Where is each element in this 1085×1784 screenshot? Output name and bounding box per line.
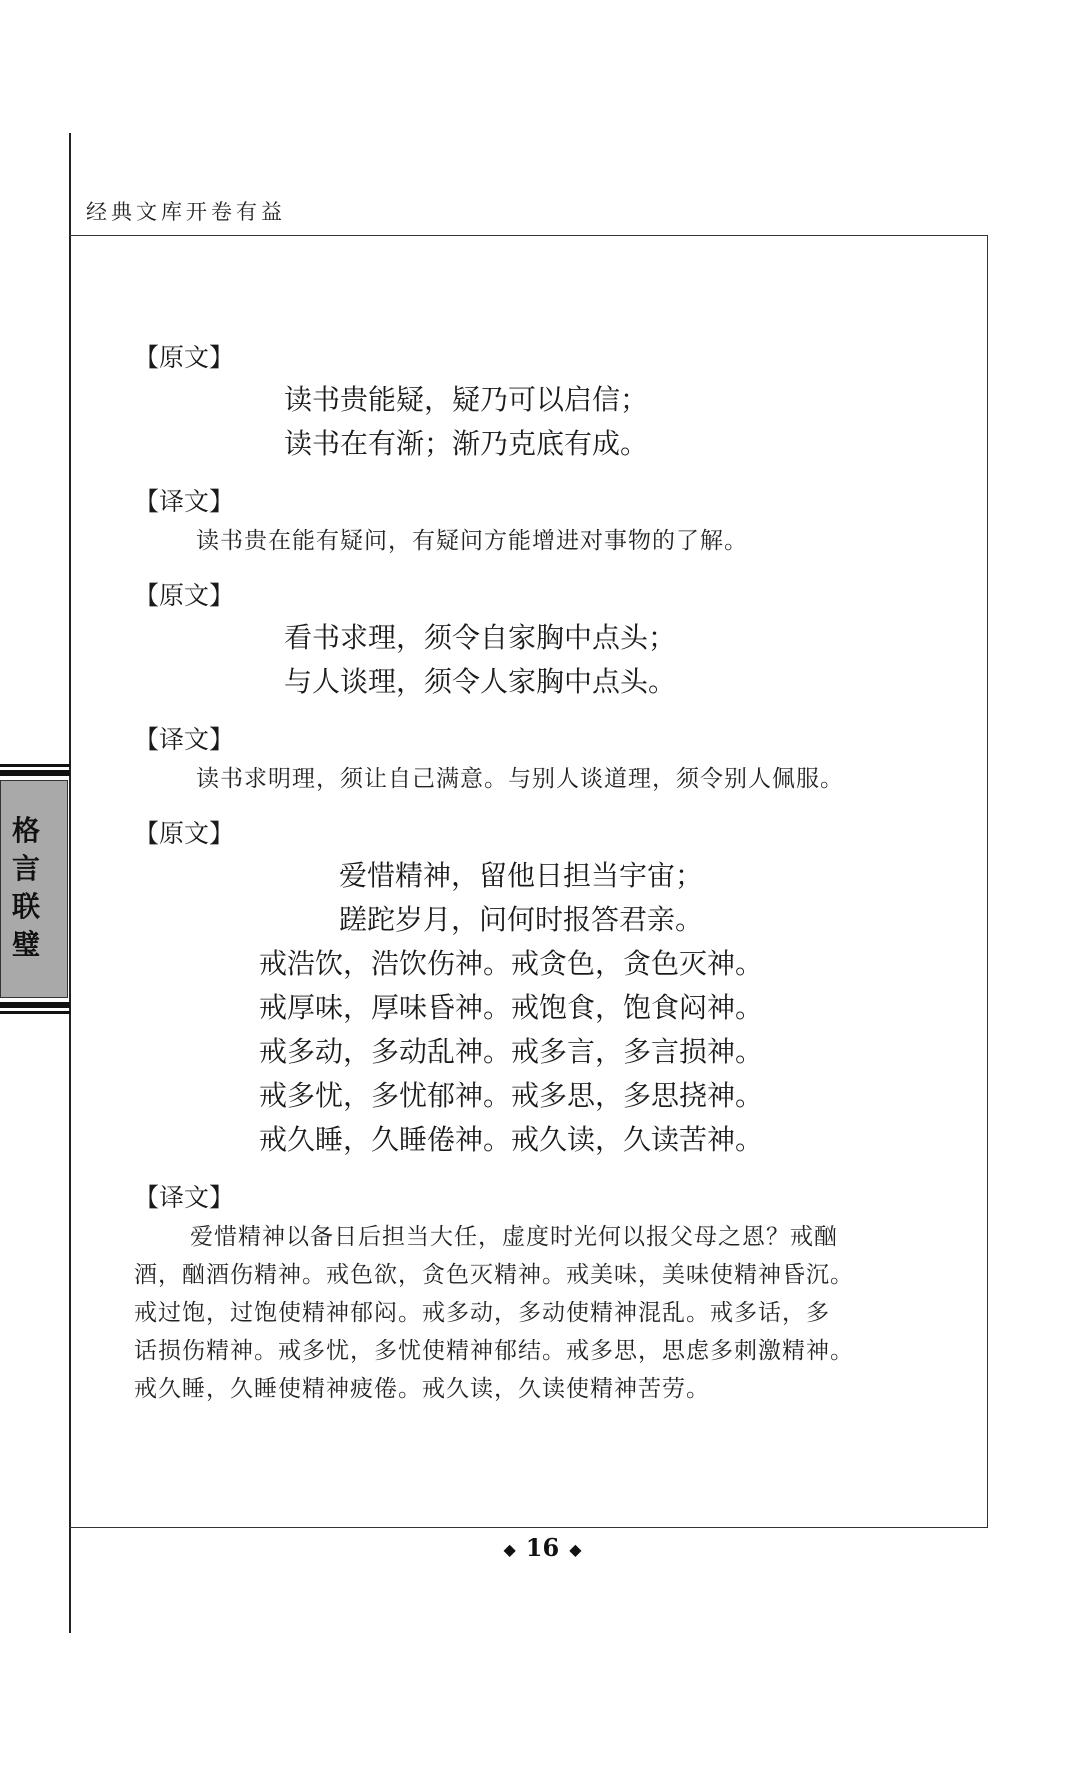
diamond-icon: ◆	[569, 1540, 582, 1559]
verse-line: 爱惜精神，留他日担当宇宙；	[339, 859, 704, 892]
section-label: 【原文】	[134, 343, 235, 372]
section-original-2	[134, 576, 924, 704]
tab-label	[0, 812, 52, 964]
section-label: 【译文】	[134, 725, 235, 754]
side-tab	[0, 764, 70, 1014]
translation-text: 读书贵在能有疑问，有疑问方能增进对事物的了解。	[196, 528, 748, 554]
section-translation-3	[134, 1178, 924, 1408]
section-translation-2	[134, 720, 924, 798]
verse-line: 看书求理，须令自家胸中点头；	[284, 621, 677, 654]
translation-line: 话损伤精神。戒多忧，多忧使精神郁结。戒多思，思虑多刺激精神。	[134, 1338, 854, 1364]
verse-line: 读书在有渐；渐乃克底有成。	[284, 427, 649, 460]
main-content	[134, 338, 924, 1424]
tab-rule-bottom-thick	[0, 1002, 70, 1008]
tab-char: 格	[11, 814, 40, 847]
page-number: 16	[525, 1533, 560, 1562]
tab-char: 言	[11, 852, 40, 885]
translation-text: 读书求明理，须让自己满意。与别人谈道理，须令别人佩服。	[196, 766, 844, 792]
section-label: 【原文】	[134, 581, 235, 610]
verse-line: 读书贵能疑，疑乃可以启信；	[284, 383, 649, 416]
verse-line: 戒久睡，久睡倦神。戒久读，久读苦神。	[259, 1123, 764, 1156]
section-original-1	[134, 338, 924, 466]
diamond-icon: ◆	[503, 1540, 516, 1559]
translation-line: 酒，酗酒伤精神。戒色欲，贪色灭精神。戒美味，美味使精神昏沉。	[134, 1262, 854, 1288]
verse-line: 戒厚味，厚味昏神。戒饱食，饱食闷神。	[259, 991, 764, 1024]
tab-char: 联	[11, 890, 40, 923]
section-label: 【译文】	[134, 1183, 235, 1212]
verse-line: 戒多忧，多忧郁神。戒多思，多思挠神。	[259, 1079, 764, 1112]
translation-line: 戒过饱，过饱使精神郁闷。戒多动，多动使精神混乱。戒多话，多	[134, 1300, 830, 1326]
section-label: 【原文】	[134, 819, 235, 848]
verse-line: 与人谈理，须令人家胸中点头。	[284, 665, 677, 698]
tab-rule-bottom	[0, 1011, 70, 1014]
verse-line: 戒多动，多动乱神。戒多言，多言损神。	[259, 1035, 764, 1068]
running-header: 经典文库开卷有益	[86, 200, 286, 224]
tab-char: 璧	[11, 928, 40, 961]
section-label: 【译文】	[134, 487, 235, 516]
verse-line: 戒浩饮，浩饮伤神。戒贪色，贪色灭神。	[259, 947, 764, 980]
verse-line: 蹉跎岁月，问何时报答君亲。	[339, 903, 704, 936]
section-translation-1	[134, 482, 924, 560]
tab-rule-top-thick	[0, 770, 70, 776]
section-original-3	[134, 814, 924, 1162]
page-footer	[0, 1533, 1085, 1562]
translation-line: 戒久睡，久睡使精神疲倦。戒久读，久读使精神苦劳。	[134, 1376, 710, 1402]
translation-line: 爱惜精神以备日后担当大任，虚度时光何以报父母之恩？戒酗	[190, 1224, 838, 1250]
tab-rule-top	[0, 764, 70, 767]
